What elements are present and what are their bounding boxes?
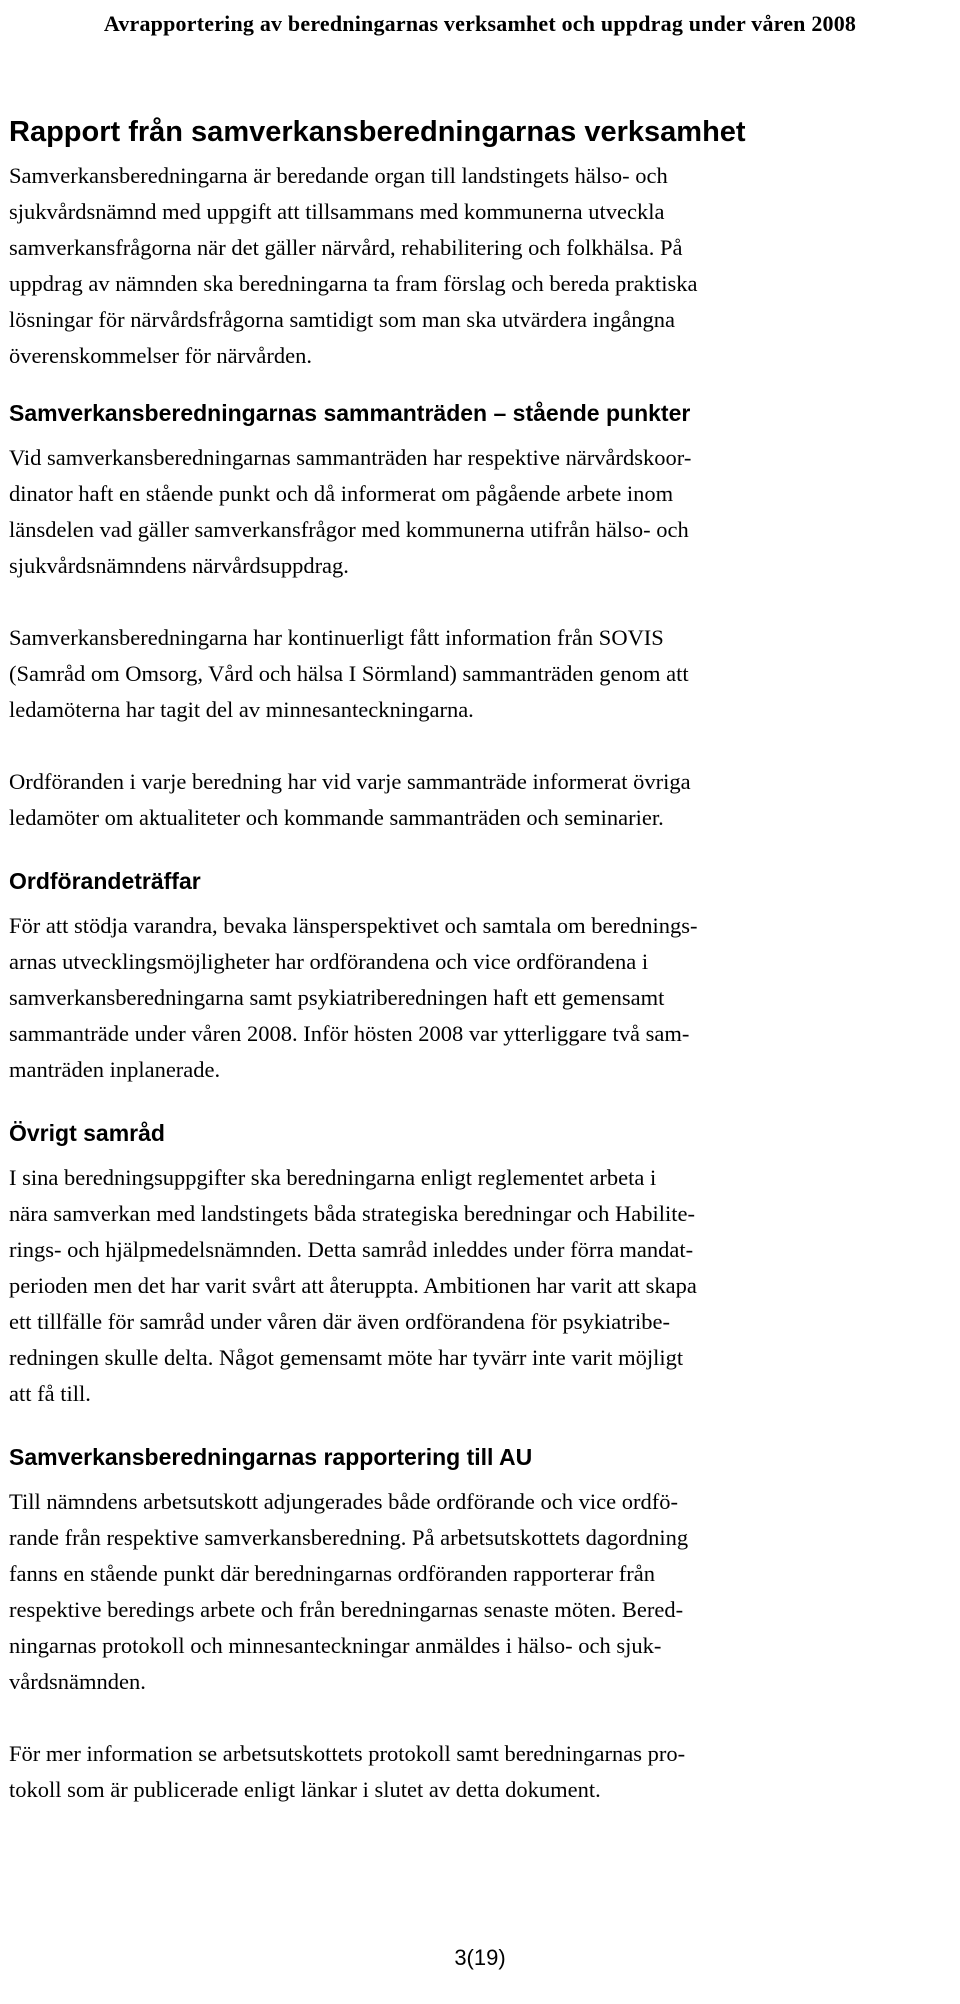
paragraph [9,1736,949,1808]
text-line: tokoll som är publicerade enligt länkar i slutet av detta dokument. [9,1777,601,1802]
paragraph [9,1160,949,1412]
text-line: För mer information se arbetsutskottets protokoll samt beredningarnas pro- [9,1741,686,1766]
page-number: 3(19) [454,1945,506,1970]
paragraph [9,908,949,1088]
text-line: rings- och hjälpmedelsnämnden. Detta samråd inleddes under förra mandat- [9,1237,694,1262]
text-line: lösningar för närvårdsfrågorna samtidigt som man ska utvärdera ingångna [9,307,676,332]
section-heading-ovrigt-samrad: Övrigt samråd [9,1120,165,1146]
text-line: arnas utvecklingsmöjligheter har ordförandena och vice ordförandena i [9,949,649,974]
paragraph [9,764,949,836]
text-line: att få till. [9,1381,91,1406]
text-line: Ordföranden i varje beredning har vid varje sammanträde informerat övriga [9,769,691,794]
text-line: samverkansberedningarna samt psykiatriberedningen haft ett gemensamt [9,985,665,1010]
paragraph [9,620,949,728]
document-body [9,114,949,1808]
text-line: uppdrag av nämnden ska beredningarna ta fram förslag och bereda praktiska [9,271,698,296]
paragraph [9,158,949,374]
text-line: redningen skulle delta. Något gemensamt möte har tyvärr inte varit möjligt [9,1345,684,1370]
paragraph [9,440,949,584]
text-line: sjukvårdsnämnd med uppgift att tillsammans med kommunerna utveckla [9,199,665,224]
text-line: överenskommelser för närvården. [9,343,313,368]
text-line: dinator haft en stående punkt och då informerat om pågående arbete inom [9,481,674,506]
running-header: Avrapportering av beredningarnas verksamhet och uppdrag under våren 2008 [103,11,857,36]
text-line: rande från respektive samverkansberedning. På arbetsutskottets dagordning [9,1525,689,1550]
text-line: ledamöterna har tagit del av minnesanteckningarna. [9,697,474,722]
text-line: perioden men det har varit svårt att återuppta. Ambitionen har varit att skapa [9,1273,697,1298]
text-line: Till nämndens arbetsutskott adjungerades både ordförande och vice ordfö- [9,1489,678,1514]
text-line: respektive beredings arbete och från beredningarnas senaste möten. Bered- [9,1597,684,1622]
text-line: ningarnas protokoll och minnesanteckningar anmäldes i hälso- och sjuk- [9,1633,662,1658]
section-heading-sammantraden: Samverkansberedningarnas sammanträden – stående punkter [9,400,691,426]
text-line: vårdsnämnden. [9,1669,146,1694]
paragraph [9,1484,949,1700]
text-line: Vid samverkansberedningarnas sammanträden har respektive närvårdskoor- [9,445,692,470]
text-line: ett tillfälle för samråd under våren där även ordförandena för psykiatribe- [9,1309,670,1334]
text-line: manträden inplanerade. [9,1057,221,1082]
text-line: fanns en stående punkt där beredningarnas ordföranden rapporterar från [9,1561,655,1586]
section-heading-rapportering-au: Samverkansberedningarnas rapportering till AU [9,1444,533,1470]
text-line: Samverkansberedningarna är beredande organ till landstingets hälso- och [9,163,668,188]
text-line: länsdelen vad gäller samverkansfrågor med kommunerna utifrån hälso- och [9,517,689,542]
text-line: samverkansfrågorna när det gäller närvård, rehabilitering och folkhälsa. På [9,235,683,260]
section-heading-rapport: Rapport från samverkansberedningarnas verksamhet [9,116,746,148]
text-line: sjukvårdsnämndens närvårdsuppdrag. [9,553,349,578]
text-line: (Samråd om Omsorg, Vård och hälsa I Sörmland) sammanträden genom att [9,661,689,686]
text-line: Samverkansberedningarna har kontinuerligt fått information från SOVIS [9,625,664,650]
text-line: nära samverkan med landstingets båda strategiska beredningar och Habilite- [9,1201,695,1226]
text-line: sammanträde under våren 2008. Inför hösten 2008 var ytterliggare två sam- [9,1021,690,1046]
section-heading-ordforandetraffar: Ordförandeträffar [9,868,201,894]
text-line: ledamöter om aktualiteter och kommande sammanträden och seminarier. [9,805,664,830]
text-line: I sina beredningsuppgifter ska beredningarna enligt reglementet arbeta i [9,1165,657,1190]
text-line: För att stödja varandra, bevaka länsperspektivet och samtala om berednings- [9,913,698,938]
